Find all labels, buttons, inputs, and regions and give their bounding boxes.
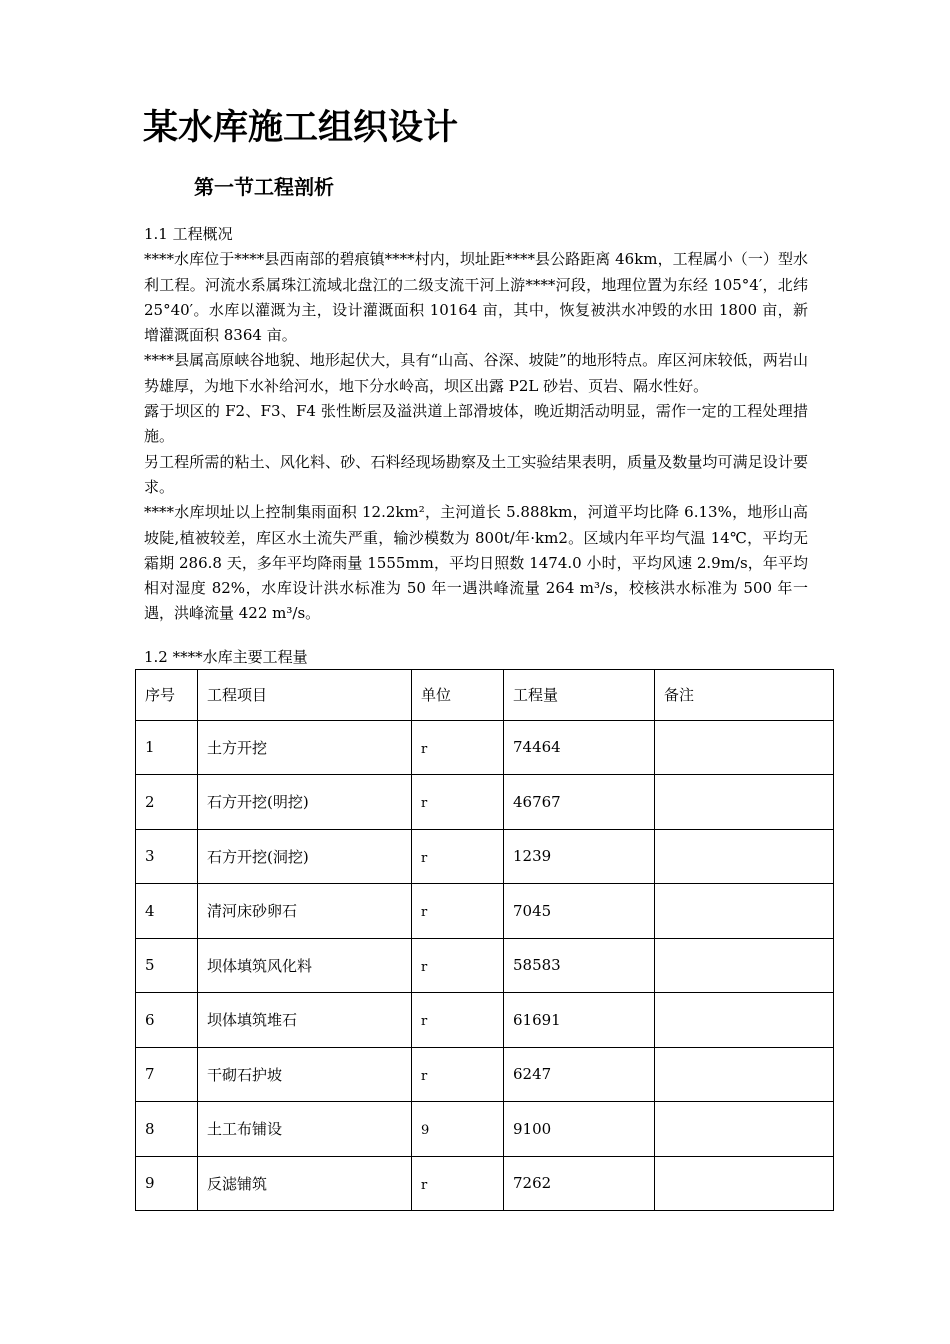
paragraph-terrain: ****县属高原峡谷地貌、地形起伏大，具有“山高、谷深、坡陡”的地形特点。库区河床较低，两岩山势雄厚，为地下水补给河水，地下分水岭高，坝区出露 P2L 砂岩、页岩、隔水性好。	[144, 351, 808, 395]
cell-unit: r	[412, 1047, 504, 1102]
section-heading: 第一节工程剖析	[194, 175, 334, 199]
cell-index: 5	[136, 938, 198, 993]
header-quantity: 工程量	[504, 670, 655, 721]
subsection-heading-quantities: 1.2 ****水库主要工程量	[144, 648, 308, 666]
table-row	[136, 720, 834, 775]
cell-remarks	[655, 938, 834, 993]
cell-item: 反滤铺筑	[198, 1156, 412, 1211]
table-row	[136, 1156, 834, 1211]
cell-item: 干砌石护坡	[198, 1047, 412, 1102]
header-item: 工程项目	[198, 670, 412, 721]
cell-remarks	[655, 1047, 834, 1102]
table-row	[136, 1047, 834, 1102]
cell-remarks	[655, 993, 834, 1048]
cell-index: 6	[136, 993, 198, 1048]
cell-index: 3	[136, 829, 198, 884]
cell-unit: r	[412, 720, 504, 775]
paragraph-faults: 露于坝区的 F2、F3、F4 张性断层及溢洪道上部滑坡体，晚近期活动明显，需作一定的工程处理措施。	[144, 402, 808, 446]
cell-quantity: 61691	[504, 993, 655, 1048]
cell-unit: r	[412, 993, 504, 1048]
cell-item: 清河床砂卵石	[198, 884, 412, 939]
table-row	[136, 775, 834, 830]
cell-quantity: 1239	[504, 829, 655, 884]
cell-index: 9	[136, 1156, 198, 1211]
cell-quantity: 74464	[504, 720, 655, 775]
header-remarks: 备注	[655, 670, 834, 721]
cell-quantity: 58583	[504, 938, 655, 993]
table-header-row	[136, 670, 834, 721]
body-text	[144, 222, 808, 627]
cell-item: 坝体填筑风化料	[198, 938, 412, 993]
cell-unit: r	[412, 775, 504, 830]
cell-quantity: 7045	[504, 884, 655, 939]
cell-item: 坝体填筑堆石	[198, 993, 412, 1048]
cell-quantity: 9100	[504, 1102, 655, 1157]
cell-quantity: 46767	[504, 775, 655, 830]
cell-remarks	[655, 884, 834, 939]
table-row	[136, 884, 834, 939]
cell-remarks	[655, 720, 834, 775]
cell-index: 1	[136, 720, 198, 775]
cell-remarks	[655, 775, 834, 830]
table-row	[136, 1102, 834, 1157]
subsection-heading-overview: 1.1 工程概况	[144, 225, 233, 243]
paragraph-materials: 另工程所需的粘土、风化料、砂、石料经现场勘察及土工实验结果表明，质量及数量均可满足设计要求。	[144, 452, 808, 496]
quantities-table	[135, 669, 834, 1211]
cell-index: 4	[136, 884, 198, 939]
cell-remarks	[655, 1156, 834, 1211]
cell-item: 石方开挖(明挖)	[198, 775, 412, 830]
table-row	[136, 993, 834, 1048]
cell-quantity: 7262	[504, 1156, 655, 1211]
cell-unit: r	[412, 1156, 504, 1211]
cell-unit: r	[412, 829, 504, 884]
paragraph-hydrology: ****水库坝址以上控制集雨面积 12.2km²，主河道长 5.888km，河道平均比降 6.13%，地形山高坡陡,植被较差，库区水土流失严重，输沙模数为 800t/年·km2。区域内年平均气温 14℃，平均无霜期 286.8 天，多年平均降雨量 1555mm，平均日照数 1474.0 小时，平均风速 2.9m/s，年平均相对湿度 82%，水库设计洪水标准为 50 年一遇洪峰流量 264 m³/s，校核洪水标准为 500 年一遇，洪峰流量 422 m³/s。	[144, 503, 808, 623]
cell-item: 石方开挖(洞挖)	[198, 829, 412, 884]
cell-unit: r	[412, 938, 504, 993]
cell-item: 土工布铺设	[198, 1102, 412, 1157]
cell-quantity: 6247	[504, 1047, 655, 1102]
cell-item: 土方开挖	[198, 720, 412, 775]
cell-unit: 9	[412, 1102, 504, 1157]
cell-index: 7	[136, 1047, 198, 1102]
table-row	[136, 829, 834, 884]
table-row	[136, 938, 834, 993]
header-index: 序号	[136, 670, 198, 721]
header-unit: 单位	[412, 670, 504, 721]
cell-index: 2	[136, 775, 198, 830]
document-title: 某水库施工组织设计	[143, 108, 459, 148]
cell-unit: r	[412, 884, 504, 939]
cell-index: 8	[136, 1102, 198, 1157]
cell-remarks	[655, 829, 834, 884]
cell-remarks	[655, 1102, 834, 1157]
paragraph-location: ****水库位于****县西南部的碧痕镇****村内，坝址距****县公路距离 46km，工程属小（一）型水利工程。河流水系属珠江流域北盘江的二级支流干河上游****河段，地理位置为东经 105°4′，北纬 25°40′。水库以灌溉为主，设计灌溉面积 10164 亩，其中，恢复被洪水冲毁的水田 1800 亩，新增灌溉面积 8364 亩。	[144, 250, 808, 345]
